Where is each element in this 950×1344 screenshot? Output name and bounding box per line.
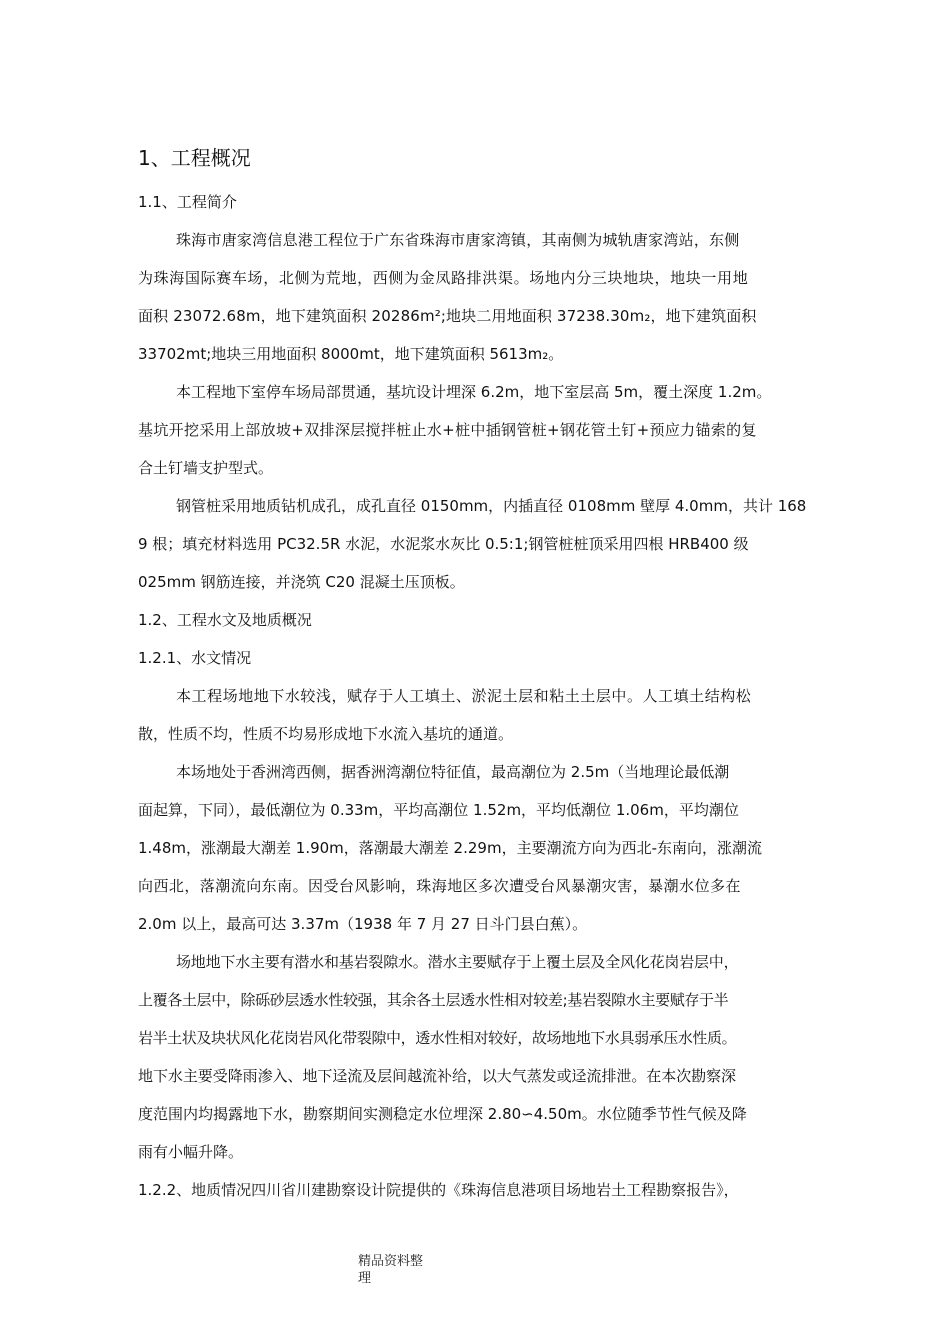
heading-geology-line: 1.2.2、地质情况四川省川建勘察设计院提供的《珠海信息港项目场地岩土工程勘察报告》， <box>138 1181 739 1199</box>
paragraph-line: 岩半土状及块状风化花岗岩风化带裂隙中，透水性相对较好，故场地地下水具弱承压水性质。 <box>138 1029 737 1047</box>
heading-project-intro: 1.1、工程简介 <box>138 193 237 211</box>
paragraph-line: 本工程场地地下水较浅，赋存于人工填土、淤泥土层和粘土土层中。人工填土结构松 <box>176 687 752 705</box>
heading-engineering-overview: 1、工程概况 <box>138 146 251 170</box>
paragraph-line: 珠海市唐家湾信息港工程位于广东省珠海市唐家湾镇，其南侧为城轨唐家湾站，东侧 <box>176 231 740 249</box>
paragraph-line: 钢管桩采用地质钻机成孔，成孔直径 0150mm，内插直径 0108mm 壁厚 4.0mm，共计 168 <box>176 497 807 515</box>
paragraph-line: 1.48m，涨潮最大潮差 1.90m，落潮最大潮差 2.29m，主要潮流方向为西北-东南向，涨潮流 <box>138 839 762 857</box>
footer-line: 精品资料整 <box>358 1254 424 1269</box>
paragraph-line: 2.0m 以上，最高可达 3.37m（1938 年 7 月 27 日斗门县白蕉）。 <box>138 915 588 933</box>
paragraph-line: 度范围内均揭露地下水，勘察期间实测稳定水位埋深 2.80∽4.50m。水位随季节性气候及降 <box>138 1105 747 1123</box>
paragraph-line: 地下水主要受降雨渗入、地下迳流及层间越流补给，以大气蒸发或迳流排泄。在本次勘察深 <box>138 1067 737 1085</box>
paragraph-line: 向西北，落潮流向东南。因受台风影响，珠海地区多次遭受台风暴潮灾害，暴潮水位多在 <box>138 877 741 895</box>
paragraph-line: 33702mt;地块三用地面积 8000mt，地下建筑面积 5613m₂。 <box>138 345 564 363</box>
page-footer <box>358 1253 448 1287</box>
heading-hydrology-geology: 1.2、工程水文及地质概况 <box>138 611 312 629</box>
paragraph-line: 合土钉墙支护型式。 <box>138 459 274 477</box>
paragraph-line: 基坑开挖采用上部放坡+双排深层搅拌桩止水+桩中插钢管桩+钢花管土钉+预应力锚索的复 <box>138 421 757 439</box>
paragraph-line: 场地地下水主要有潜水和基岩裂隙水。潜水主要赋存于上覆土层及全风化花岗岩层中， <box>176 953 739 971</box>
paragraph-line: 9 根；填充材料选用 PC32.5R 水泥，水泥浆水灰比 0.5:1;钢管桩桩顶采用四根 HRB400 级 <box>138 535 749 553</box>
paragraph-line: 上覆各土层中，除砾砂层透水性较强，其余各土层透水性相对较差;基岩裂隙水主要赋存于半 <box>138 991 729 1009</box>
heading-hydrology: 1.2.1、水文情况 <box>138 649 252 667</box>
footer-line: 理 <box>358 1271 372 1286</box>
paragraph-line: 雨有小幅升降。 <box>138 1143 244 1161</box>
paragraph-line: 散，性质不均，性质不均易形成地下水流入基坑的通道。 <box>138 725 514 743</box>
paragraph-line: 025mm 钢筋连接，并浇筑 C20 混凝土压顶板。 <box>138 573 465 591</box>
paragraph-line: 为珠海国际赛车场，北侧为荒地，西侧为金凤路排洪渠。场地内分三块地块，地块一用地 <box>138 269 749 287</box>
paragraph-line: 本场地处于香洲湾西侧，据香洲湾潮位特征值，最高潮位为 2.5m（当地理论最低潮 <box>176 763 730 781</box>
paragraph-line: 面积 23072.68m，地下建筑面积 20286m²;地块二用地面积 37238.30m₂，地下建筑面积 <box>138 307 757 325</box>
paragraph-line: 面起算，下同），最低潮位为 0.33m，平均高潮位 1.52m，平均低潮位 1.06m，平均潮位 <box>138 801 739 819</box>
paragraph-line: 本工程地下室停车场局部贯通，基坑设计埋深 6.2m，地下室层高 5m，覆土深度 1.2m。 <box>176 383 772 401</box>
